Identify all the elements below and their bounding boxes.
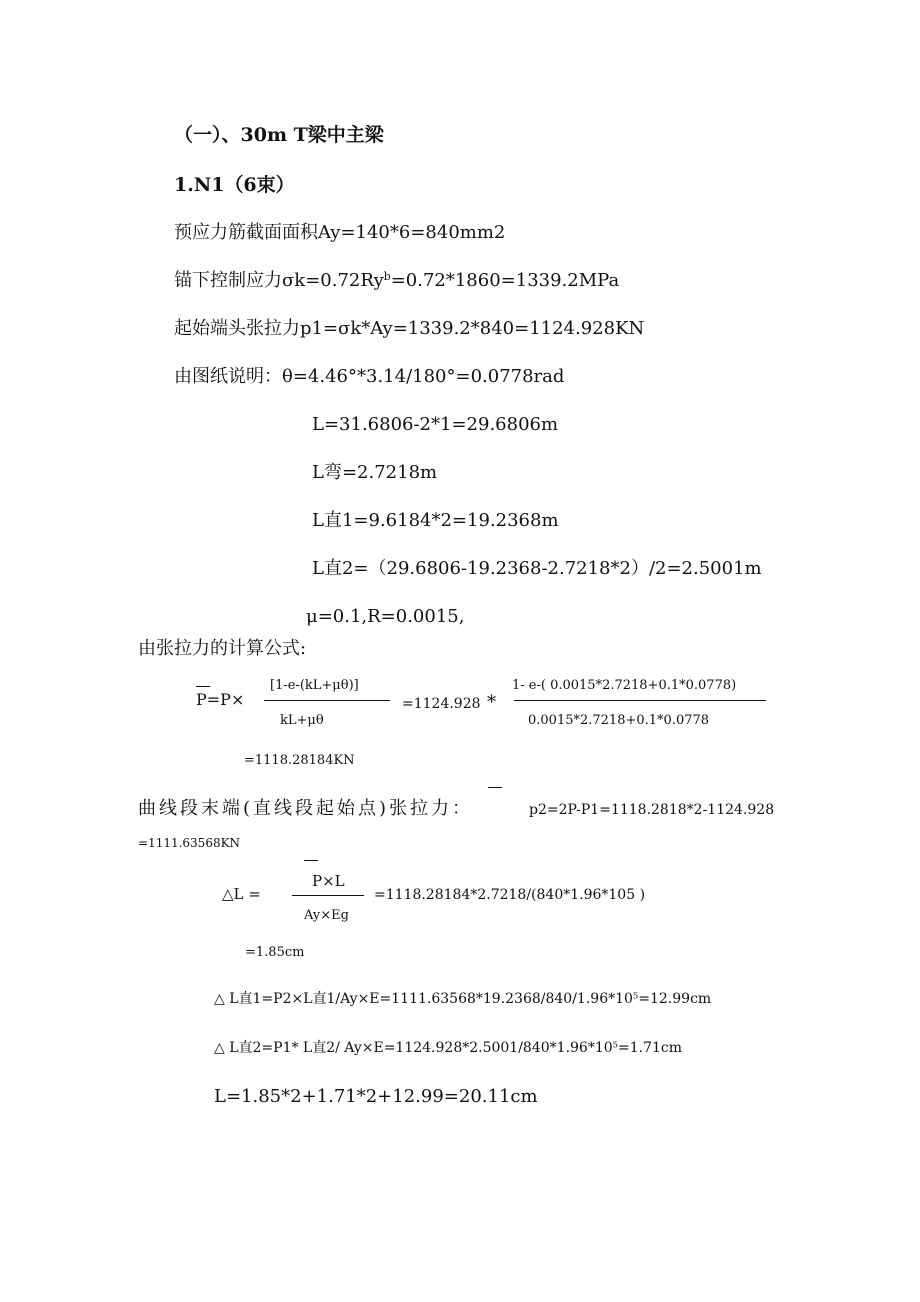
formula-den1: kL+μθ [280, 713, 324, 728]
formula-den2: 0.0015*2.7218+0.1*0.0778 [528, 713, 710, 728]
mu-R-line: μ=0.1,R=0.0015, [306, 606, 465, 627]
L-straight2-line: L直2=（29.6806-19.2368-2.7218*2）/2=2.5001m [312, 558, 762, 579]
delta-L-den: Ay×Eg [304, 908, 349, 923]
heading: （一）、30m T梁中主梁 [174, 124, 384, 146]
end-tension-overbar [488, 787, 502, 788]
control-stress-line [174, 272, 619, 290]
end-tension-label: 曲线段末端(直线段起始点)张拉力： [138, 798, 474, 819]
control-stress-prefix: 锚下控制应力σk=0.72Ry [174, 270, 384, 291]
control-stress-sup: b [383, 270, 391, 284]
control-stress-suffix: =0.72*1860=1339.2MPa [390, 270, 620, 291]
formula-overbar [196, 686, 210, 687]
delta-L-num: P×L [312, 872, 345, 890]
end-tension-result: =1111.63568KN [138, 836, 241, 850]
delta-L-result: =1.85cm [245, 945, 305, 960]
delta-L1-line [214, 992, 711, 1006]
delta-L2-suffix: =1.71cm [618, 1040, 683, 1056]
L-straight1-line: L直1=9.6184*2=19.2368m [312, 510, 559, 531]
subheading: 1.N1（6束） [174, 174, 295, 196]
L-curve-line: L弯=2.7218m [312, 462, 438, 483]
formula-num2: 1- e-( 0.0015*2.7218+0.1*0.0778) [512, 678, 737, 693]
delta-L-expr: =1118.28184*2.7218/(840*1.96*105 ) [374, 887, 646, 903]
drawing-note-line: 由图纸说明：θ=4.46°*3.14/180°=0.0778rad [174, 366, 565, 387]
delta-L-lhs: △L = [222, 885, 261, 903]
start-tension-line: 起始端头张拉力p1=σk*Ay=1339.2*840=1124.928KN [174, 318, 645, 339]
delta-L2-prefix: △ L直2=P1* L直2/ Ay×E=1124.928*2.5001/840*1.96*10 [214, 1040, 613, 1056]
delta-L-rule [292, 895, 364, 896]
delta-L1-prefix: △ L直1=P2×L直1/Ay×E=1111.63568*19.2368/840/1.96*10 [214, 991, 633, 1007]
formula-rule2 [514, 700, 766, 701]
formula-intro: 由张拉力的计算公式: [138, 638, 307, 659]
L-total-line: L=31.6806-2*1=29.6806m [312, 414, 559, 435]
total-L-line: L=1.85*2+1.71*2+12.99=20.11cm [214, 1086, 538, 1107]
formula-star: * [487, 692, 496, 713]
delta-L1-suffix: =12.99cm [638, 991, 712, 1007]
area-line: 预应力筋截面面积Ay=140*6=840mm2 [174, 222, 506, 243]
formula-num1: [1-e-(kL+μθ)] [270, 678, 359, 693]
formula-mid: =1124.928 [402, 696, 481, 712]
end-tension-value: p2=2P-P1=1118.2818*2-1124.928 [529, 802, 775, 818]
delta-L2-line [214, 1041, 682, 1055]
delta-L1-sup: 5 [632, 990, 639, 1001]
formula-lhs: P=P× [196, 690, 245, 709]
delta-L-overbar [304, 860, 318, 861]
delta-L2-sup: 5 [612, 1039, 618, 1050]
formula-result: =1118.28184KN [244, 753, 355, 768]
formula-rule1 [264, 700, 390, 701]
